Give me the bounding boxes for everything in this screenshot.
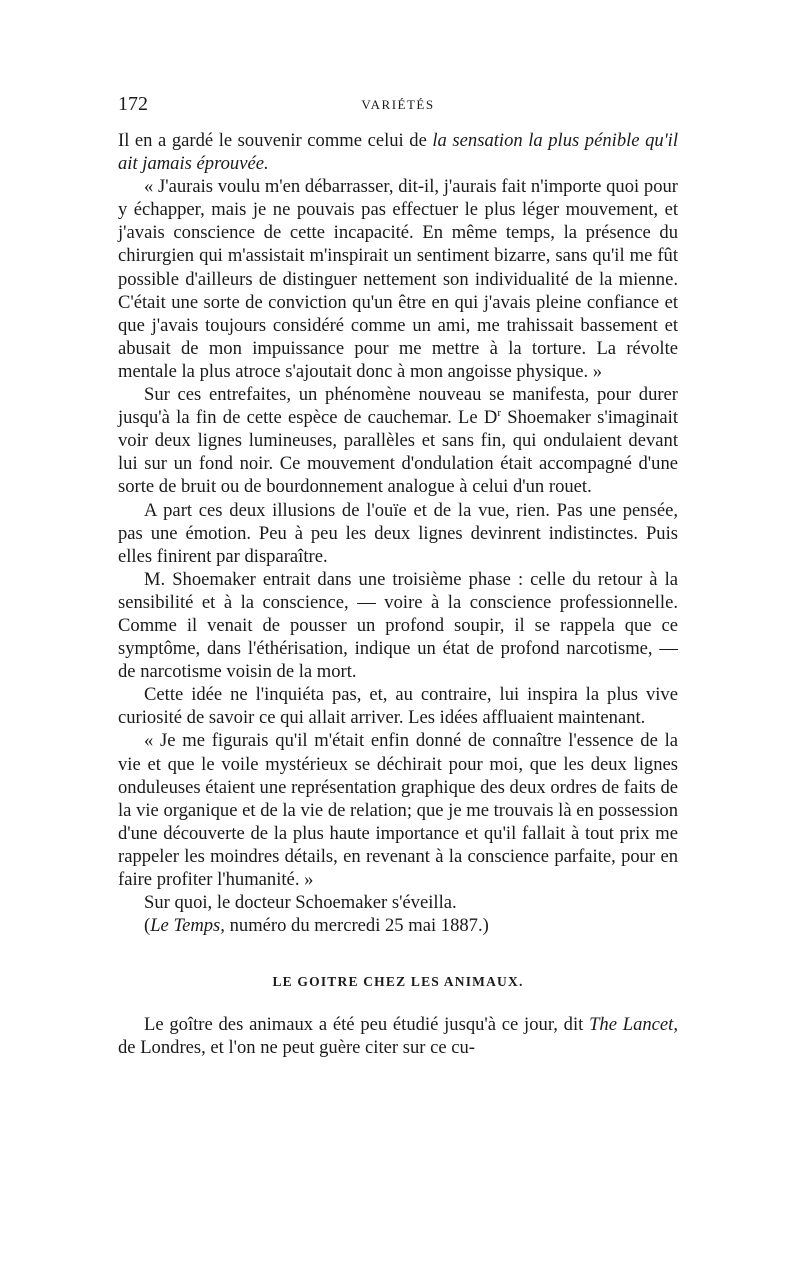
paragraph: M. Shoemaker entrait dans une troisième phase : celle du retour à la sensibilité et à la conscience, — voire à la conscience professionnelle. Comme il venait de pousser un profond soupir, il se rappela que ce symptôme, dans l'éthérisation, indique un état de profond narcotisme, — de narcotisme voisin de la mort.	[118, 568, 678, 683]
paragraph: Sur quoi, le docteur Schoemaker s'éveilla.	[144, 892, 457, 914]
superscript: r	[497, 406, 501, 419]
citation	[118, 914, 678, 937]
paragraph-text: Shoemaker s'imaginait voir deux lignes lumineuses, parallèles et sans fin, qui ondulaient devant lui sur un fond noir. Ce mouvement d'ondulation était accompagné d'une sorte de bruit ou de bourdonnement analogue à celui d'un rouet.	[118, 407, 678, 498]
paragraph	[118, 1013, 678, 1059]
paragraph: Cette idée ne l'inquiéta pas, et, au contraire, lui inspira la plus vive curiosité de savoir ce qui allait arriver. Les idées affluaient maintenant.	[118, 684, 678, 729]
paragraph	[118, 383, 678, 498]
page	[118, 93, 678, 1060]
paragraph: A part ces deux illusions de l'ouïe et de la vue, rien. Pas une pensée, pas une émotion. Peu à peu les deux lignes devinrent indistinctes. Puis elles finirent par disparaître.	[118, 499, 678, 567]
source-title: Le Temps,	[150, 915, 225, 937]
paragraph-text: de Londres, et l'on ne peut guère citer sur ce cu-	[118, 1037, 475, 1059]
paragraph-text: numéro du mercredi 25 mai 1887.)	[224, 915, 489, 937]
paragraph-text: (	[144, 915, 151, 937]
paragraph: « Je me figurais qu'il m'était enfin donné de connaître l'essence de la vie et que le voile mystérieux se déchirait pour moi, que les deux lignes onduleuses étaient une représentation graphique des deux ordres de faits de la vie organique et de la vie de relation; que je me trouvais là en possession d'une découverte de la plus haute importance et qu'il fallait à tout prix me rappeler les moindres détails, en revenant à la conscience parfaite, pour en faire profiter l'humanité. »	[118, 730, 678, 890]
running-title: VARIÉTÉS	[361, 97, 435, 112]
paragraph-text: Il en a gardé le souvenir comme celui de	[118, 130, 433, 151]
paragraph	[118, 129, 678, 175]
section-title: LE GOITRE CHEZ LES ANIMAUX.	[272, 974, 524, 990]
page-number: 172	[118, 93, 148, 115]
emphasis-text: la sensation la plus pénible qu'il ait jamais éprouvée.	[118, 130, 678, 175]
paragraph-text: Le goître des animaux a été peu étudié jusqu'à ce jour, dit	[144, 1014, 590, 1036]
page-header	[118, 93, 678, 121]
article-body	[118, 129, 678, 1060]
paragraph: « J'aurais voulu m'en débarrasser, dit-il, j'aurais fait n'importe quoi pour y échapper, mais je ne pouvais pas effectuer le plus léger mouvement, et j'avais conscience de cette incapacité. En même temps, la présence du chirurgien qui m'assistait m'inspirait un sentiment bizarre, sans qu'il me fût possible d'ailleurs de distinguer nettement son individualité de la mienne. C'était une sorte de conviction qu'un être en qui j'avais pleine confiance et que j'avais toujours considéré comme un ami, me trahissait bassement et abusait de mon impuissance pour me mettre à la torture. La révolte mentale la plus atroce s'ajoutait donc à mon angoisse physique. »	[118, 176, 678, 382]
source-title: The Lancet,	[589, 1014, 678, 1036]
paragraph-text: Sur ces entrefaites, un phénomène nouveau se manifesta, pour durer jusqu'à la fin de cette espèce de cauchemar. Le D	[118, 384, 678, 429]
